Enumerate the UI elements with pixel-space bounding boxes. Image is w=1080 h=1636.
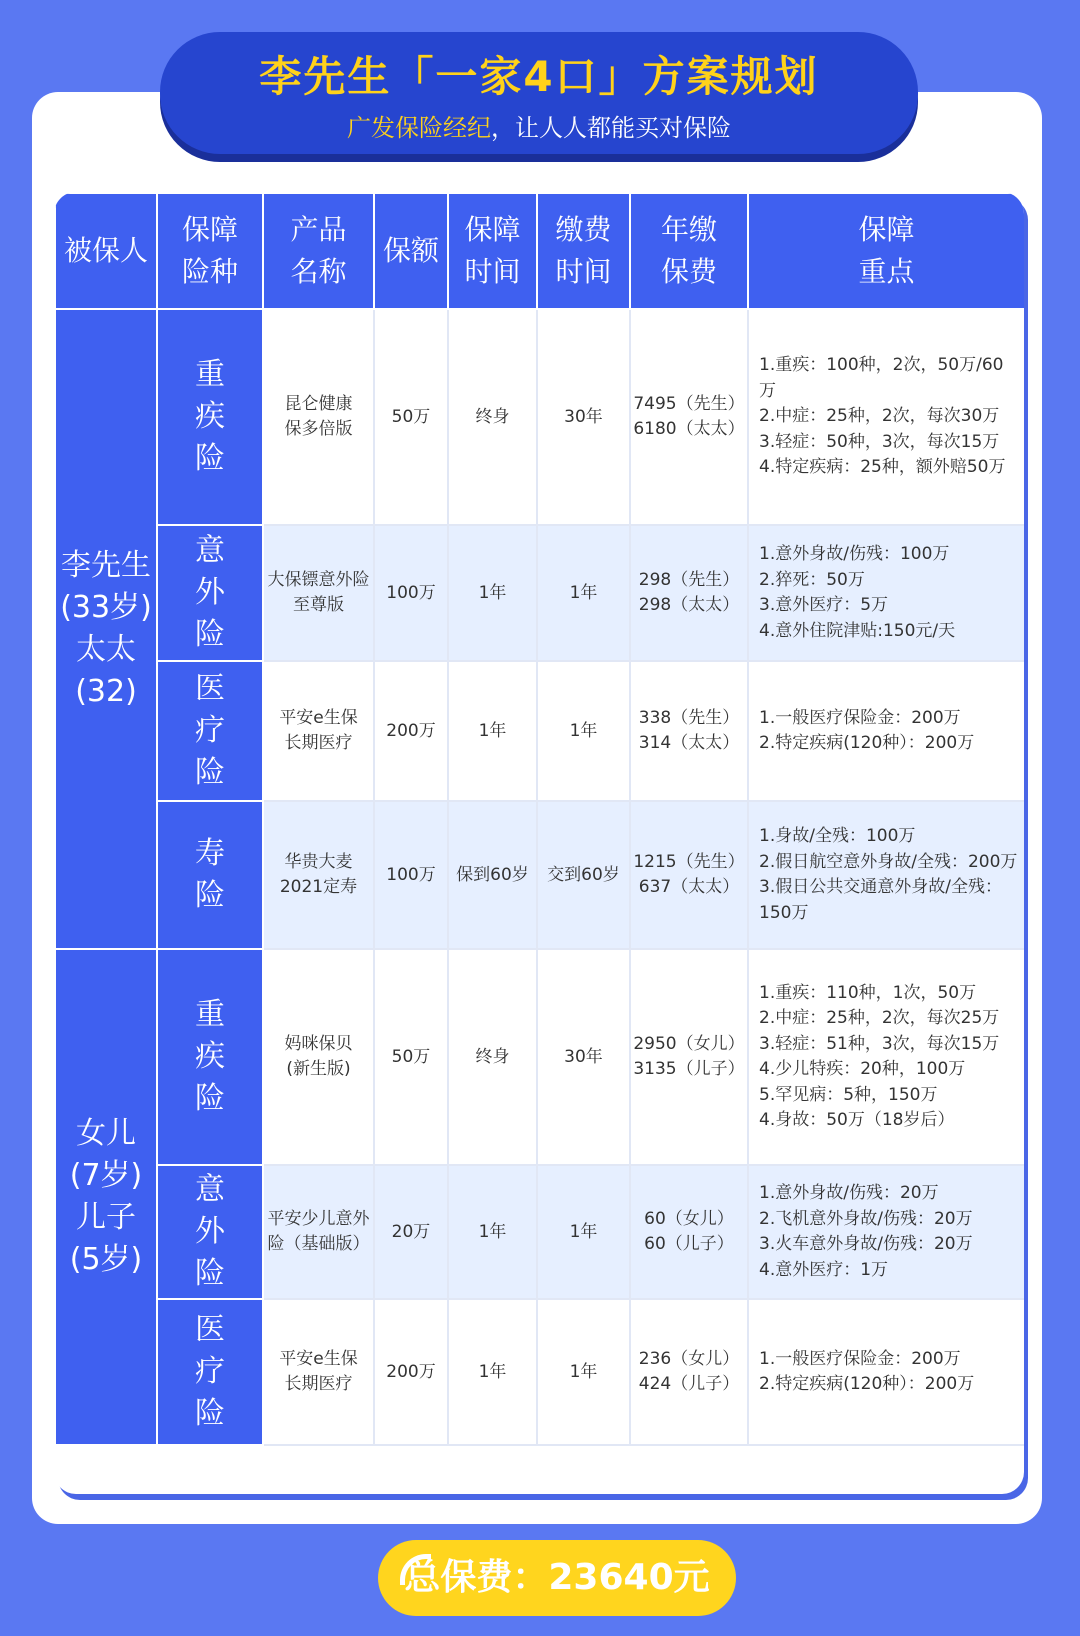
table-row — [55, 661, 1024, 801]
page-title: 李先生「一家4口」方案规划 — [259, 52, 819, 101]
coverage-amount: 50万 — [374, 309, 448, 525]
total-label: 总保费： — [404, 1557, 549, 1598]
table-row — [55, 309, 1024, 525]
coverage-points: 1.身故/全残：100万 2.假日航空意外身故/全残：200万 3.假日公共交通意外身故/全残：150万 — [748, 801, 1024, 949]
product-name: 平安e生保 长期医疗 — [263, 661, 374, 801]
header-term: 保障 时间 — [448, 193, 537, 309]
payment-term: 30年 — [537, 949, 630, 1165]
annual-premium: 298（先生） 298（太太） — [630, 525, 748, 661]
annual-premium: 1215（先生） 637（太太） — [630, 801, 748, 949]
payment-term: 1年 — [537, 1299, 630, 1445]
slogan: ，让人人都能买对保险 — [491, 114, 731, 142]
coverage-term: 终身 — [448, 309, 537, 525]
coverage-points: 1.一般医疗保险金：200万 2.特定疾病(120种）：200万 — [748, 661, 1024, 801]
coverage-points: 1.重疾：110种，1次，50万 2.中症：25种，2次，每次25万 3.轻症：51种，3次，每次15万 4.少儿特疾：20种，100万 5.罕见病：5种，150万 4.身故：50万（18岁后） — [748, 949, 1024, 1165]
header-product: 产品 名称 — [263, 193, 374, 309]
coverage-term: 终身 — [448, 949, 537, 1165]
table-row — [55, 1299, 1024, 1445]
payment-term: 1年 — [537, 661, 630, 801]
product-name: 华贵大麦 2021定寿 — [263, 801, 374, 949]
insurance-type: 意 外 险 — [157, 1165, 263, 1299]
coverage-points: 1.意外身故/伤残：100万 2.猝死：50万 3.意外医疗：5万 4.意外住院津贴:150元/天 — [748, 525, 1024, 661]
insurance-type: 重 疾 险 — [157, 949, 263, 1165]
insurance-type: 意 外 险 — [157, 525, 263, 661]
annual-premium: 236（女儿） 424（儿子） — [630, 1299, 748, 1445]
page-subtitle — [160, 108, 918, 143]
table-row — [55, 525, 1024, 661]
table-header-row — [55, 193, 1024, 309]
coverage-points: 1.一般医疗保险金：200万 2.特定疾病(120种）：200万 — [748, 1299, 1024, 1445]
coverage-amount: 200万 — [374, 661, 448, 801]
insurance-type: 重 疾 险 — [157, 309, 263, 525]
insurance-type: 医 疗 险 — [157, 1299, 263, 1445]
coverage-amount: 100万 — [374, 801, 448, 949]
header-pay: 缴费 时间 — [537, 193, 630, 309]
coverage-points: 1.重疾：100种，2次，50万/60万 2.中症：25种，2次，每次30万 3.轻症：50种，3次，每次15万 4.特定疾病：25种，额外赔50万 — [748, 309, 1024, 525]
coverage-term: 1年 — [448, 1299, 537, 1445]
table-row — [55, 801, 1024, 949]
annual-premium: 338（先生） 314（太太） — [630, 661, 748, 801]
plan-table — [54, 192, 1024, 1494]
coverage-term: 1年 — [448, 1165, 537, 1299]
header-premium: 年缴 保费 — [630, 193, 748, 309]
insurance-type: 寿 险 — [157, 801, 263, 949]
insured-person: 女儿 (7岁) 儿子 (5岁) — [55, 949, 157, 1445]
insurance-type: 医 疗 险 — [157, 661, 263, 801]
annual-premium: 7495（先生） 6180（太太） — [630, 309, 748, 525]
coverage-points: 1.意外身故/伤残：20万 2.飞机意外身故/伤残：20万 3.火车意外身故/伤残：20万 4.意外医疗：1万 — [748, 1165, 1024, 1299]
header-type: 保障 险种 — [157, 193, 263, 309]
table-row — [55, 1165, 1024, 1299]
coverage-amount: 200万 — [374, 1299, 448, 1445]
broker-name: 广发保险经纪 — [347, 114, 491, 142]
header-points: 保障 重点 — [748, 193, 1024, 309]
coverage-term: 1年 — [448, 661, 537, 801]
annual-premium: 60（女儿） 60（儿子） — [630, 1165, 748, 1299]
insured-person: 李先生 (33岁) 太太 (32) — [55, 309, 157, 949]
total-value: 23640元 — [548, 1557, 710, 1598]
payment-term: 30年 — [537, 309, 630, 525]
header-amount: 保额 — [374, 193, 448, 309]
coverage-term: 保到60岁 — [448, 801, 537, 949]
product-name: 平安e生保 长期医疗 — [263, 1299, 374, 1445]
coverage-amount: 50万 — [374, 949, 448, 1165]
product-name: 妈咪保贝 (新生版) — [263, 949, 374, 1165]
payment-term: 交到60岁 — [537, 801, 630, 949]
header-insured: 被保人 — [55, 193, 157, 309]
table-row — [55, 949, 1024, 1165]
product-name: 大保镖意外险 至尊版 — [263, 525, 374, 661]
title-banner — [160, 32, 918, 154]
product-name: 平安少儿意外险（基础版） — [263, 1165, 374, 1299]
coverage-amount: 20万 — [374, 1165, 448, 1299]
annual-premium: 2950（女儿） 3135（儿子） — [630, 949, 748, 1165]
coverage-amount: 100万 — [374, 525, 448, 661]
payment-term: 1年 — [537, 525, 630, 661]
product-name: 昆仑健康 保多倍版 — [263, 309, 374, 525]
coverage-term: 1年 — [448, 525, 537, 661]
payment-term: 1年 — [537, 1165, 630, 1299]
total-premium-badge — [378, 1540, 736, 1616]
